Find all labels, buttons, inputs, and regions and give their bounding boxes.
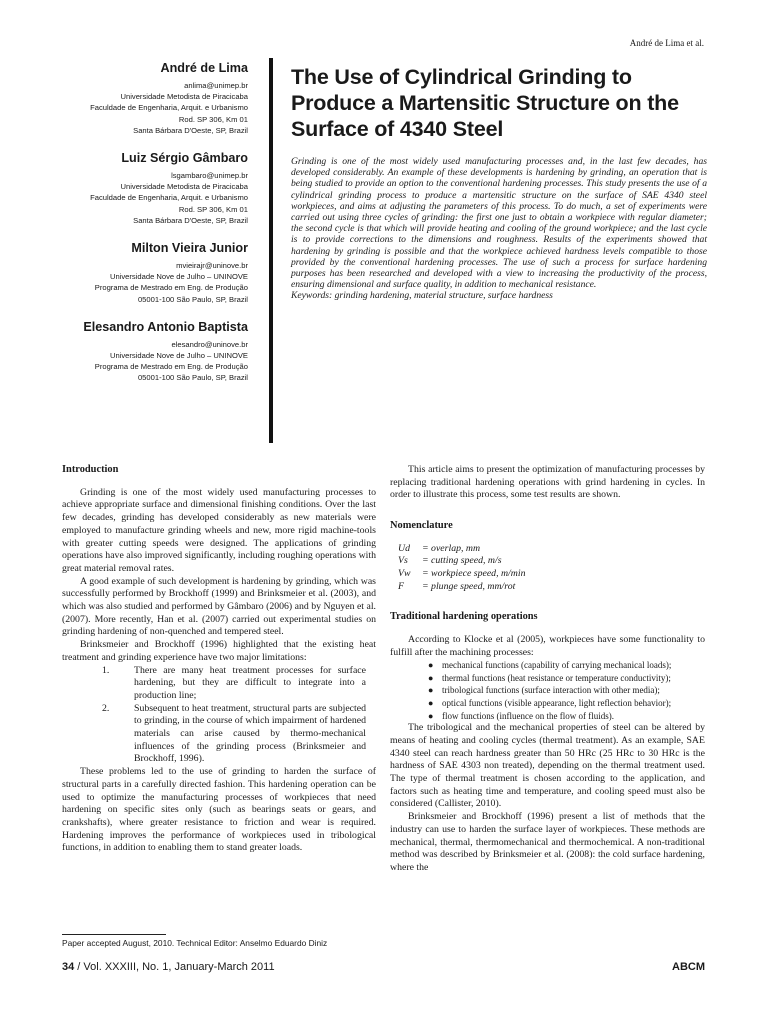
running-head: André de Lima et al. — [629, 38, 704, 48]
author-department: Faculdade de Engenharia, Arquit. e Urbanismo — [90, 193, 248, 203]
nomenclature-symbol: Ud — [398, 542, 410, 554]
list-text: tribological functions (surface interaction with other media); — [442, 685, 660, 696]
list-item — [390, 710, 705, 723]
list-item — [102, 665, 376, 703]
author-1 — [60, 60, 248, 136]
list-item — [390, 684, 705, 697]
list-text: thermal functions (heat resistance or temperature conductivity); — [442, 672, 671, 683]
nomenclature-definition: = overlap, mm — [422, 542, 481, 554]
bullet-icon: ● — [428, 672, 434, 683]
paragraph: Grinding is one of the most widely used manufacturing processes to achieve appropriate surface and dimensional finishing conditions. Over the last few decades, grinding has developed considerably as new materials were employed to manufacture grinding wheels and new, more rigid machine-tools with greater cutting speeds were designed. The applications of grinding operations have also improved significantly, including roughing operations with great material removal rates. — [62, 486, 376, 574]
author-name: Elesandro Antonio Baptista — [83, 319, 248, 334]
section-heading-nomenclature: Nomenclature — [390, 520, 453, 532]
bullet-icon: ● — [428, 698, 434, 709]
keywords: Keywords: grinding hardening, material structure, surface hardness — [291, 290, 553, 302]
journal-name: ABCM — [672, 961, 705, 973]
author-email: mvieirajr@uninove.br — [176, 261, 248, 271]
author-department: Faculdade de Engenharia, Arquit. e Urbanismo — [90, 103, 248, 113]
left-column — [62, 464, 376, 855]
author-address: Rod. SP 306, Km 01 — [178, 204, 248, 214]
right-column — [390, 464, 705, 875]
page-number: 34 — [62, 961, 75, 973]
nomenclature-symbol: Vs — [398, 555, 408, 567]
paragraph: According to Klocke et al (2005), workpieces have some functionality to fulfill after the machining processes: — [390, 633, 705, 658]
section-heading-introduction: Introduction — [62, 464, 119, 475]
author-affiliation: Universidade Metodista de Piracicaba — [120, 92, 248, 102]
author-affiliation: Universidade Metodista de Piracicaba — [120, 182, 248, 192]
author-email: anlima@unimep.br — [184, 81, 248, 90]
list-text: flow functions (influence on the flow of fluids). — [442, 710, 614, 721]
author-4 — [60, 319, 248, 384]
nomenclature-symbol: F — [398, 580, 404, 592]
list-item — [102, 703, 376, 767]
abstract — [291, 156, 707, 302]
paper-title: The Use of Cylindrical Grinding to Produce a Martensitic Structure on the Surface of 4340 Steel — [291, 65, 679, 141]
nomenclature-list — [390, 543, 705, 593]
paragraph: Brinksmeier and Brockhoff (1996) present a list of methods that the industry can use to harden the surface layer of workpieces. These methods are mechanical, thermal, thermomechanical and thermochemical. A non-traditional method was described by Brinksmeier et al. (2008): the cold surface hardening, where the — [390, 811, 705, 873]
bullet-icon: ● — [428, 685, 434, 696]
author-3 — [60, 240, 248, 305]
author-affiliation: Universidade Nove de Julho – UNINOVE — [109, 351, 248, 361]
list-text: Subsequent to heat treatment, structural parts are subjected to grinding, in the course of which impairment of hardened materials can arise caused by thermo-mechanical influences of the grinding process (Brinksmeier and Brockhoff, 1996). — [134, 702, 366, 765]
paragraph: This article aims to present the optimization of manufacturing processes by replacing traditional hardening operations with grind hardening in cycles. In order to illustrate this process, some test results are shown. — [390, 464, 705, 501]
nomenclature-definition: = cutting speed, m/s — [422, 555, 502, 567]
limitations-list — [62, 665, 376, 767]
functions-list — [390, 659, 705, 722]
nomenclature-row — [390, 568, 705, 581]
author-city: 05001-100 São Paulo, SP, Brazil — [137, 294, 248, 304]
vertical-divider — [269, 58, 273, 443]
footer-citation — [62, 961, 275, 973]
paragraph: These problems led to the use of grinding to harden the surface of structural parts in a carefully directed fashion. This hardening operation can be used to optimize the manufacturing processes of workpieces that need hardening on specific sites only (such as bearings seats or gears, and crankshafts), where greater resistance to friction and wear is required. Hardening improves the performance of workpieces used in tribological functions, in addition to enabling them to stand greater loads. — [62, 766, 376, 854]
author-block — [60, 60, 248, 398]
list-text: mechanical functions (capability of carrying mechanical loads); — [442, 660, 672, 671]
nomenclature-symbol: Vw — [398, 568, 411, 579]
paragraph: Brinksmeier and Brockhoff (1996) highlighted that the existing heat treatment and grinding experience have two major limitations: — [62, 639, 376, 663]
section-heading-traditional-hardening: Traditional hardening operations — [390, 611, 538, 623]
nomenclature-row — [390, 581, 705, 594]
author-name: André de Lima — [160, 61, 248, 75]
author-city: 05001-100 São Paulo, SP, Brazil — [137, 373, 248, 383]
author-name: Luiz Sérgio Gâmbaro — [121, 151, 248, 166]
footnote: Paper accepted August, 2010. Technical Editor: Anselmo Eduardo Diniz — [62, 938, 328, 948]
author-department: Programa de Mestrado em Eng. de Produção — [94, 283, 248, 293]
volume-info: / Vol. XXXIII, No. 1, January-March 2011 — [74, 961, 275, 973]
nomenclature-row — [390, 555, 705, 568]
author-affiliation: Universidade Nove de Julho – UNINOVE — [109, 272, 248, 282]
list-item — [390, 659, 705, 672]
list-number: 1. — [102, 664, 110, 676]
nomenclature-definition: = workpiece speed, m/min — [422, 568, 526, 579]
author-email: lsgambaro@unimep.br — [171, 171, 248, 181]
author-name: Milton Vieira Junior — [131, 241, 248, 256]
list-item — [390, 672, 705, 685]
abstract-text: Grinding is one of the most widely used manufacturing processes and, in the last few decades, has developed considerably. An example of these developments is hardening by grinding, an operation that is being studied to provide an option to the conventional hardening processes. This study presents the use of a cylindrical grinding process to produce a martensitic structure on the surface of SAE 4340 steel workpieces, and aims at adjusting the parameters of this process. To do much, a set of experiments were carried out using three cycles of grinding: the first one just to obtain a workpiece with regular diameter; the second cycle is that which will provide heating and cooling of the ground workpiece; and the last cycle is to provide corrections to the dimensions and roughness. Results of the experiments showed that hardening by grinding is possible and that the workpiece achieved hardness levels compatible to those provided by the conventional hardening processes. The use of such a process for surface hardening purposes has been researched and developed with a view to increasing the productivity of the process, ensuring dimensional and surface quality, in addition to mechanical resistance. — [291, 156, 707, 291]
paragraph: A good example of such development is hardening by grinding, which was successfully performed by Brockhoff (1999) and Brinksmeier et al. (2003), and which was also studied and performed by Gâmbaro (2006) and by Nguyen et al. (2007). More recently, Han et al. (2007) carried out experimental studies on grinding hardening of non-quenched and tempered steel. — [62, 575, 376, 638]
author-email: elesandro@uninove.br — [171, 339, 248, 349]
bullet-icon: ● — [428, 710, 434, 721]
paragraph: The tribological and the mechanical properties of steel can be altered by means of heating and cooling cycles (thermal treatment). As an example, SAE 4340 steel can reach hardness greater than 50 HRc (25 HRc to 30 HRc is the hardness of SAE 4303 non treated), depending on the thermal treatment used. The type of thermal treatment is chosen according to the application, and factors such as heating time and temperature, and cooling speed must also be considered (Callister, 2010). — [390, 722, 705, 810]
footnote-rule — [62, 934, 166, 935]
author-2 — [60, 150, 248, 226]
author-city: Santa Bárbara D'Oeste, SP, Brazil — [133, 125, 248, 135]
list-number: 2. — [102, 702, 110, 714]
author-city: Santa Bárbara D'Oeste, SP, Brazil — [133, 215, 248, 225]
nomenclature-definition: = plunge speed, mm/rot — [422, 580, 516, 592]
bullet-icon: ● — [428, 660, 434, 671]
author-department: Programa de Mestrado em Eng. de Produção — [94, 362, 248, 372]
list-item — [390, 697, 705, 710]
author-address: Rod. SP 306, Km 01 — [178, 114, 248, 124]
nomenclature-row — [390, 543, 705, 556]
list-text: There are many heat treatment processes for surface hardening, but they are difficult to integrate into a production line; — [134, 664, 366, 701]
list-text: optical functions (visible appearance, light reflection behavior); — [442, 698, 672, 709]
